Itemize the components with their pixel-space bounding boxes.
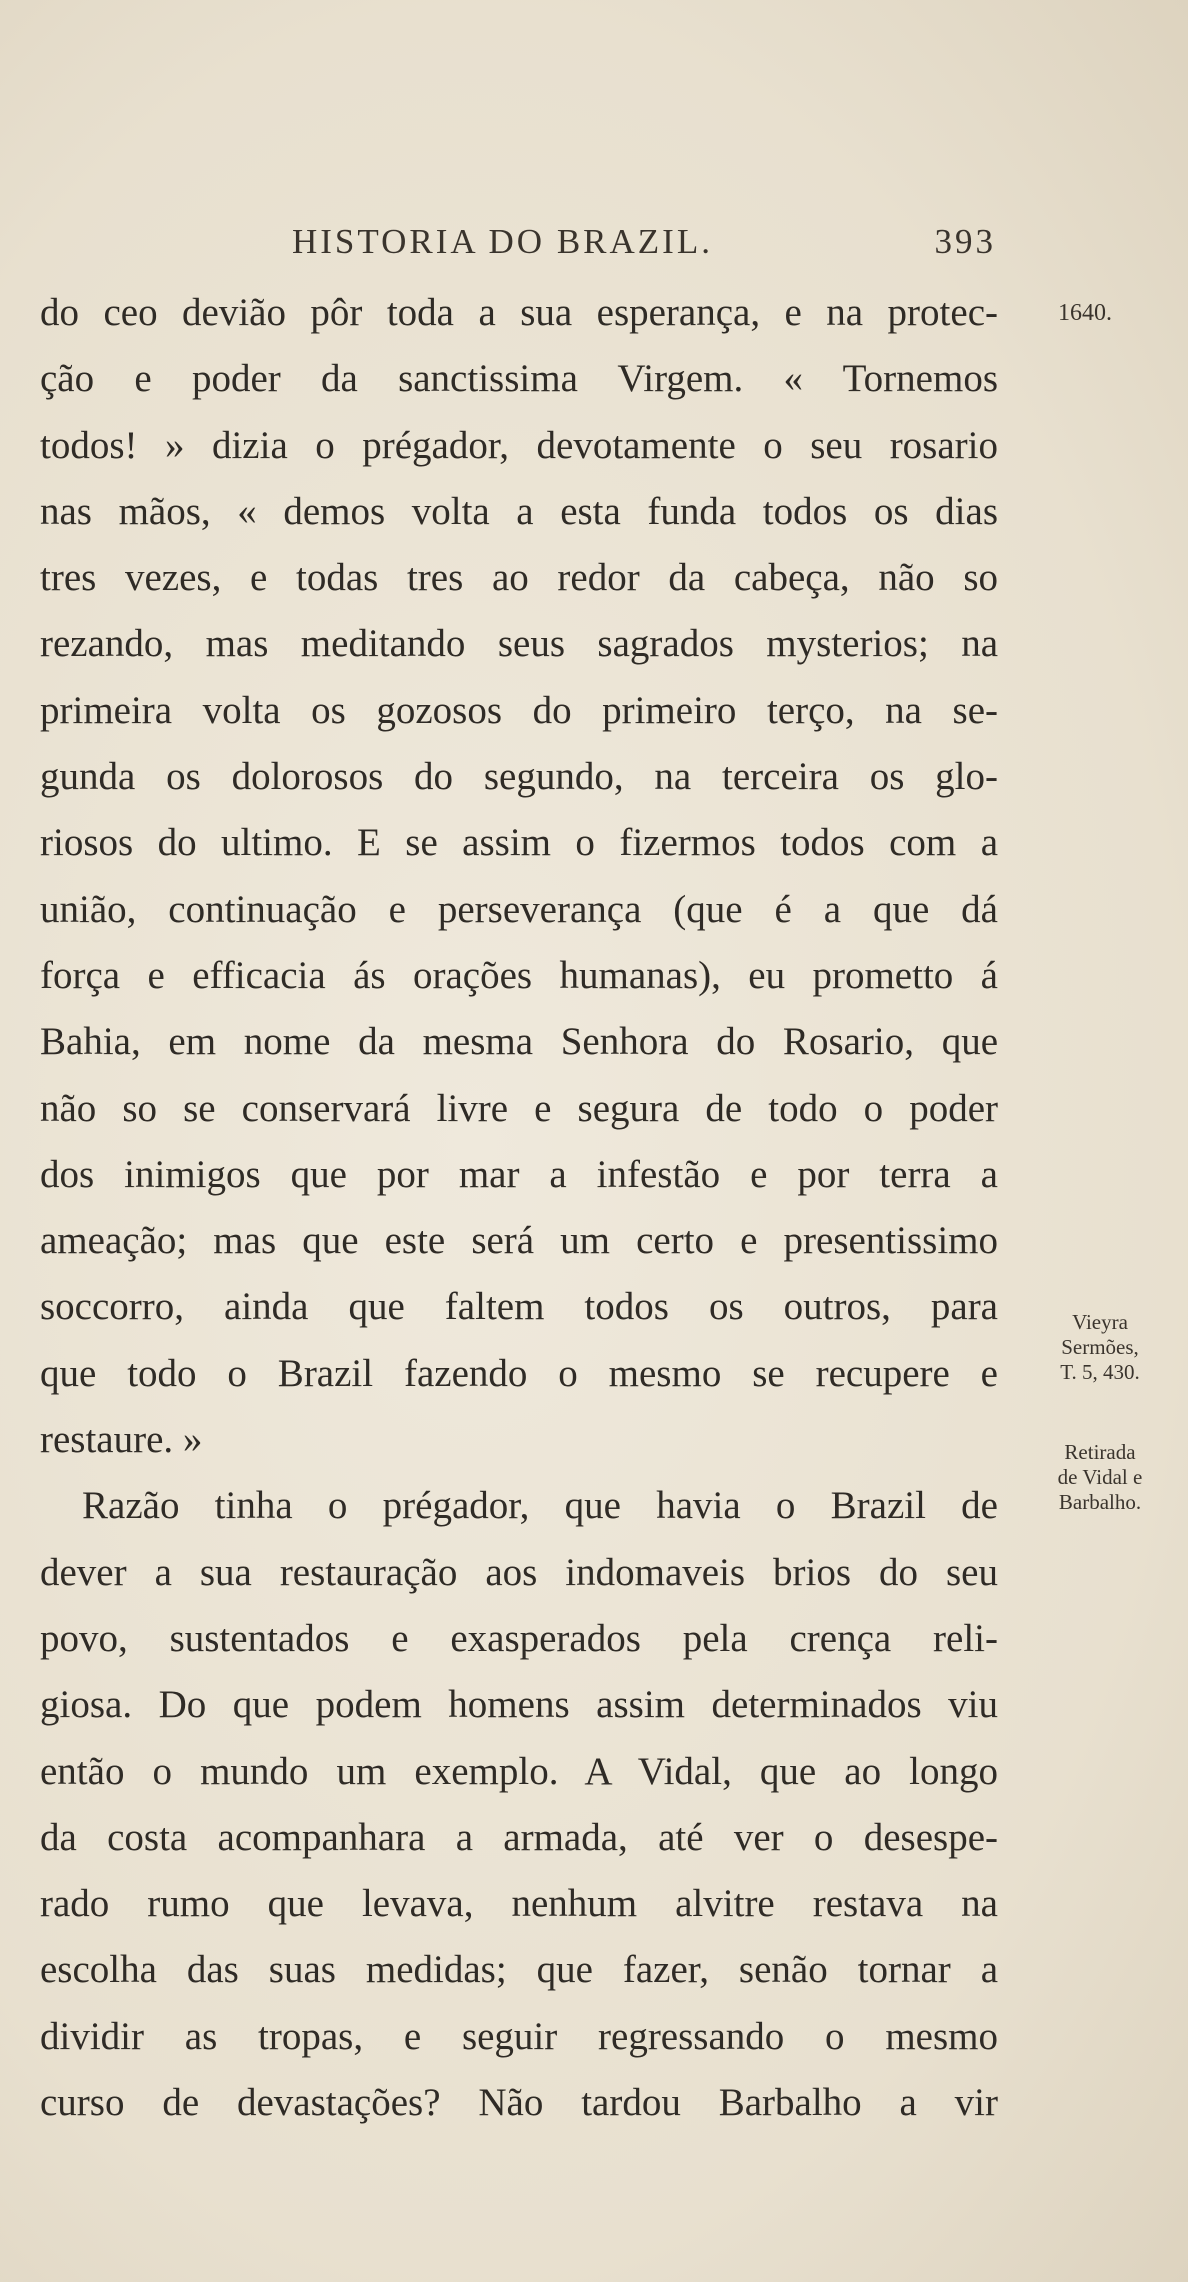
margin-note-reference xyxy=(1040,1310,1160,1385)
running-head-title: HISTORIA DO BRAZIL. xyxy=(292,222,713,261)
text-line: união, continuação e perseverança (que é a que dá xyxy=(40,887,998,931)
text-line: ção e poder da sanctissima Virgem. « Tornemos xyxy=(40,357,998,401)
text-line: primeira volta os gozosos do primeiro terço, na se- xyxy=(40,688,998,732)
text-line: povo, sustentados e exasperados pela crença reli- xyxy=(40,1616,998,1660)
text-line: então o mundo um exemplo. A Vidal, que ao longo xyxy=(40,1749,998,1793)
text-line-paragraph-end: restaure. » xyxy=(40,1418,203,1462)
reference-volume: T. 5, 430. xyxy=(1060,1360,1140,1384)
text-line: tres vezes, e todas tres ao redor da cabeça, não so xyxy=(40,556,998,600)
margin-note-sidenote xyxy=(1022,1440,1178,1515)
text-line: escolha das suas medidas; que fazer, senão tornar a xyxy=(40,1948,998,1992)
margin-note-year: 1640. xyxy=(1058,300,1112,326)
text-line: riosos do ultimo. E se assim o fizermos todos com a xyxy=(40,821,998,865)
text-line: do ceo devião pôr toda a sua esperança, e na protec- xyxy=(40,291,998,334)
sidenote-line: de Vidal e xyxy=(1057,1465,1143,1489)
text-line: dos inimigos que por mar a infestão e por terra a xyxy=(40,1152,998,1196)
reference-work: Sermões, xyxy=(1061,1335,1139,1359)
sidenote-line: Retirada xyxy=(1064,1440,1136,1464)
text-line: rezando, mas meditando seus sagrados mysterios; na xyxy=(40,622,998,666)
text-line: gunda os dolorosos do segundo, na terceira os glo- xyxy=(40,755,998,799)
page-number: 393 xyxy=(934,222,996,261)
text-line: que todo o Brazil fazendo o mesmo se recupere e xyxy=(40,1351,998,1395)
text-line: curso de devastações? Não tardou Barbalho a vir xyxy=(40,2081,998,2125)
text-line: da costa acompanhara a armada, até ver o desespe- xyxy=(40,1815,998,1859)
text-line: Bahia, em nome da mesma Senhora do Rosario, que xyxy=(40,1020,998,1064)
body-text xyxy=(40,280,998,2136)
sidenote-line: Barbalho. xyxy=(1058,1490,1142,1514)
text-line: nas mãos, « demos volta a esta funda todos os dias xyxy=(40,489,998,533)
text-line: rado rumo que levava, nenhum alvitre restava na xyxy=(40,1882,998,1926)
text-line: dever a sua restauração aos indomaveis brios do seu xyxy=(40,1550,998,1594)
reference-author: Vieyra xyxy=(1072,1310,1128,1334)
text-line: força e efficacia ás orações humanas), eu prometto á xyxy=(40,953,998,997)
text-line: ameação; mas que este será um certo e presentissimo xyxy=(40,1219,998,1263)
text-line: giosa. Do que podem homens assim determinados viu xyxy=(40,1683,998,1727)
text-line: soccorro, ainda que faltem todos os outros, para xyxy=(40,1285,998,1329)
text-line-paragraph-start: Razão tinha o prégador, que havia o Brazil de xyxy=(82,1484,998,1528)
text-line: todos! » dizia o prégador, devotamente o seu rosario xyxy=(40,423,998,467)
text-line: não so se conservará livre e segura de todo o poder xyxy=(40,1086,998,1130)
text-line: dividir as tropas, e seguir regressando o mesmo xyxy=(40,2014,998,2058)
